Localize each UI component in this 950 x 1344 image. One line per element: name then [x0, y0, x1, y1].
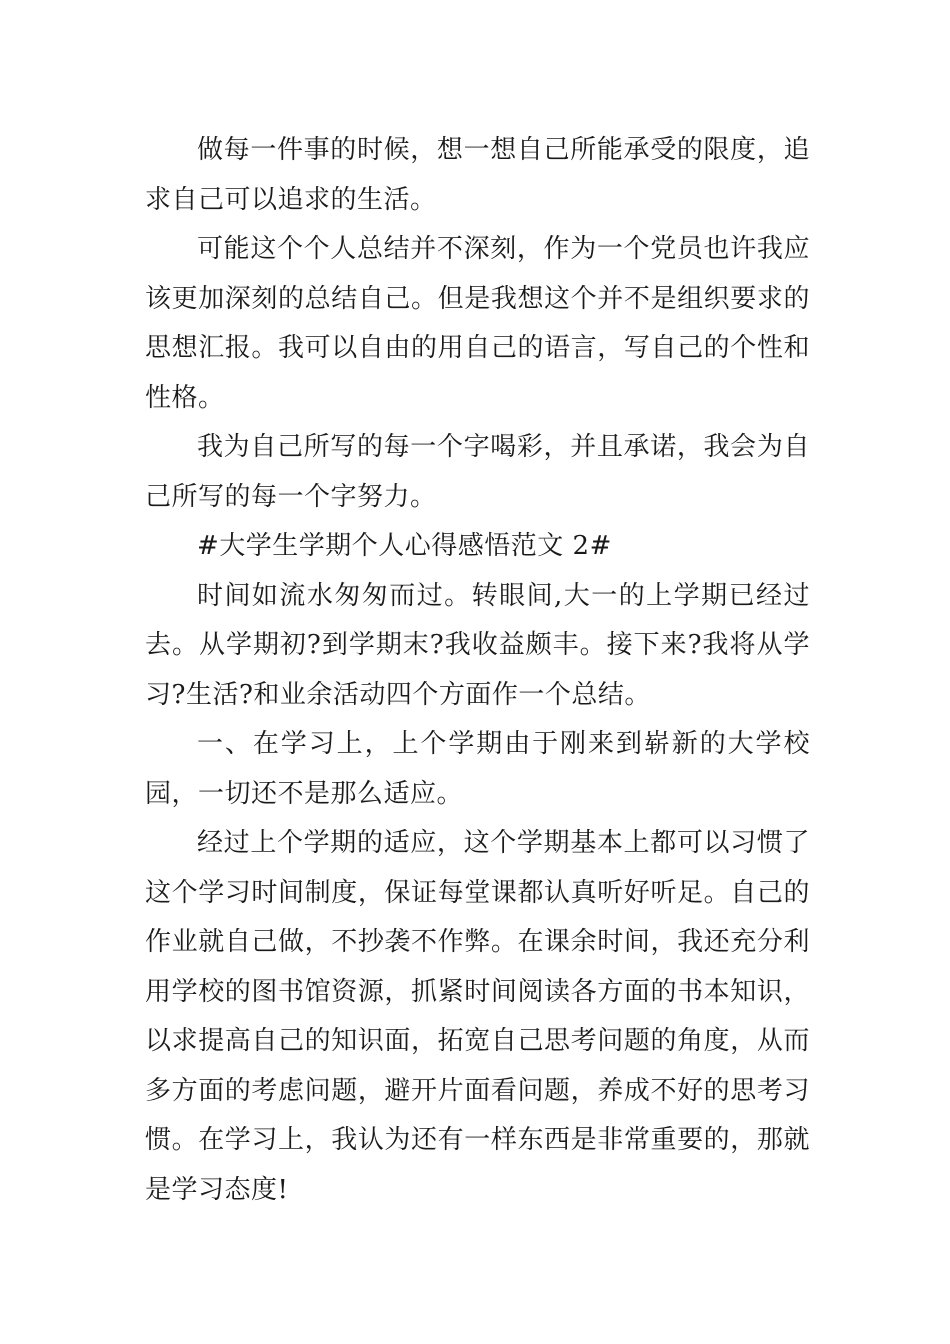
- paragraph: 可能这个个人总结并不深刻，作为一个党员也许我应该更加深刻的总结自己。但是我想这个并不是组织要求的思想汇报。我可以自由的用自己的语言，写自己的个性和性格。: [145, 234, 810, 413]
- document-body: [145, 126, 810, 1215]
- paragraph: 经过上个学期的适应，这个学期基本上都可以习惯了这个学习时间制度，保证每堂课都认真听好听足。自己的作业就自己做，不抄袭不作弊。在课余时间，我还充分利用学校的图书馆资源，抓紧时间阅读各方面的书本知识，以求提高自己的知识面，拓宽自己思考问题的角度，从而多方面的考虑问题，避开片面看问题，养成不好的思考习惯。在学习上，我认为还有一样东西是非常重要的，那就是学习态度!: [145, 828, 810, 1205]
- paragraph: 一、在学习上，上个学期由于刚来到崭新的大学校园，一切还不是那么适应。: [145, 729, 810, 809]
- paragraph: 我为自己所写的每一个字喝彩，并且承诺，我会为自己所写的每一个字努力。: [145, 432, 810, 512]
- paragraph: 时间如流水匆匆而过。转眼间,大一的上学期已经过去。从学期初?到学期末?我收益颇丰。接下来?我将从学习?生活?和业余活动四个方面作一个总结。: [145, 580, 810, 710]
- paragraph: 做每一件事的时候，想一想自己所能承受的限度，追求自己可以追求的生活。: [145, 135, 810, 215]
- section-heading: #大学生学期个人心得感悟范文 2#: [197, 531, 612, 561]
